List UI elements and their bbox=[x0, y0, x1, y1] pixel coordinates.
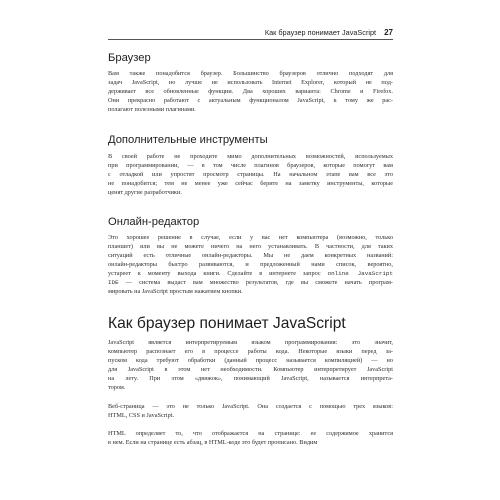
text-line: в нем. Если на странице есть абзац, в HTML-коде это будет прописано. Видим bbox=[108, 439, 318, 447]
inline-code: online JavaScript bbox=[327, 270, 393, 278]
chapter-paragraph-3 bbox=[108, 429, 393, 447]
text-line: для JavaScript в этом нет необходимости. Компьютер интерпретирует JavaScript bbox=[108, 366, 393, 374]
text-line: Они прекрасно работают с актуальным функционалом JavaScript, к тому же рас- bbox=[108, 97, 393, 105]
section-heading-online-editor: Онлайн-редактор bbox=[108, 216, 200, 228]
text-line: HTML, CSS и JavaScript. bbox=[108, 412, 175, 420]
section-heading-browser: Браузер bbox=[108, 52, 151, 64]
text-line: ценят другие разработчики. bbox=[108, 189, 182, 197]
section-text-tools bbox=[108, 152, 393, 197]
text-line: полагают полезными плагинами. bbox=[108, 106, 196, 114]
text-line: IDE — система выдаст вам множество результатов, где вы сможете начать програм- bbox=[108, 279, 393, 287]
text-line: устареет к моменту выхода книги. Сделайте в интернете запрос online JavaScript bbox=[108, 270, 393, 278]
text-line: HTML определяет то, что отображается на странице: ее содержимое хранится bbox=[108, 430, 393, 437]
inline-code: IDE bbox=[108, 279, 119, 287]
text-line: держивает все обновленные функции. Два хороших варианта: Chrome и Firefox. bbox=[108, 88, 393, 96]
text-line: Это хорошее решение в случае, если у вас нет компьютера (возможно, только bbox=[108, 234, 393, 241]
text-line: Вам также понадобится браузер. Большинство браузеров отлично подходят для bbox=[108, 70, 393, 77]
text-line: компьютер распознает его в процессе работы кода. Некоторые языки перед за- bbox=[108, 348, 393, 356]
section-text-online-editor bbox=[108, 233, 393, 296]
text-line: тором. bbox=[108, 384, 126, 392]
text-line: Веб-страница — это не только JavaScript. Она создается с помощью трех языков: bbox=[108, 403, 393, 410]
chapter-paragraph-1 bbox=[108, 338, 393, 392]
running-title: Как браузер понимает JavaScript bbox=[264, 28, 377, 37]
section-heading-tools: Дополнительные инструменты bbox=[108, 134, 268, 146]
text-line: на лету. При этом «движок», понимающий JavaScript, называется интерпрета- bbox=[108, 375, 393, 383]
text-line: не понадобится; тем не менее уже сейчас берите на заметку инструменты, которые bbox=[108, 180, 393, 188]
text-line: планшет) или вы не можете ничего на него устанавливать. В частности, для таких bbox=[108, 243, 393, 251]
header-rule bbox=[108, 39, 393, 40]
section-text-browser bbox=[108, 69, 393, 114]
text-line: В своей работе не проходите мимо дополнительных возможностей, используемых bbox=[108, 153, 393, 160]
text-line: при программировании, — в том числе плагинов браузеров, которые помогут вам bbox=[108, 162, 393, 170]
chapter-heading: Как браузер понимает JavaScript bbox=[108, 315, 346, 332]
text-line: ситуаций есть отличные онлайн-редакторы. Мы не даем конкретных названий: bbox=[108, 252, 393, 260]
text-line: пуском кода требуют обработки (данный процесс называется компиляцией) — но bbox=[108, 357, 393, 365]
text-line: мировать на JavaScript простым нажатием кнопки. bbox=[108, 288, 243, 296]
text-line: задач JavaScript, но лучше не использовать Internet Explorer, который не под- bbox=[108, 79, 393, 87]
running-header bbox=[108, 28, 393, 37]
text-line: с отладкой или упростят просмотр страницы. На начальном этапе вам все это bbox=[108, 171, 393, 179]
chapter-paragraph-2 bbox=[108, 402, 393, 420]
page-number: 27 bbox=[384, 28, 393, 37]
text-line: JavaScript является интерпретируемым языком программирования: это значит, bbox=[108, 339, 393, 346]
text-line: онлайн-редакторы быстро развиваются, и предложенный нами список, вероятно, bbox=[108, 261, 393, 269]
